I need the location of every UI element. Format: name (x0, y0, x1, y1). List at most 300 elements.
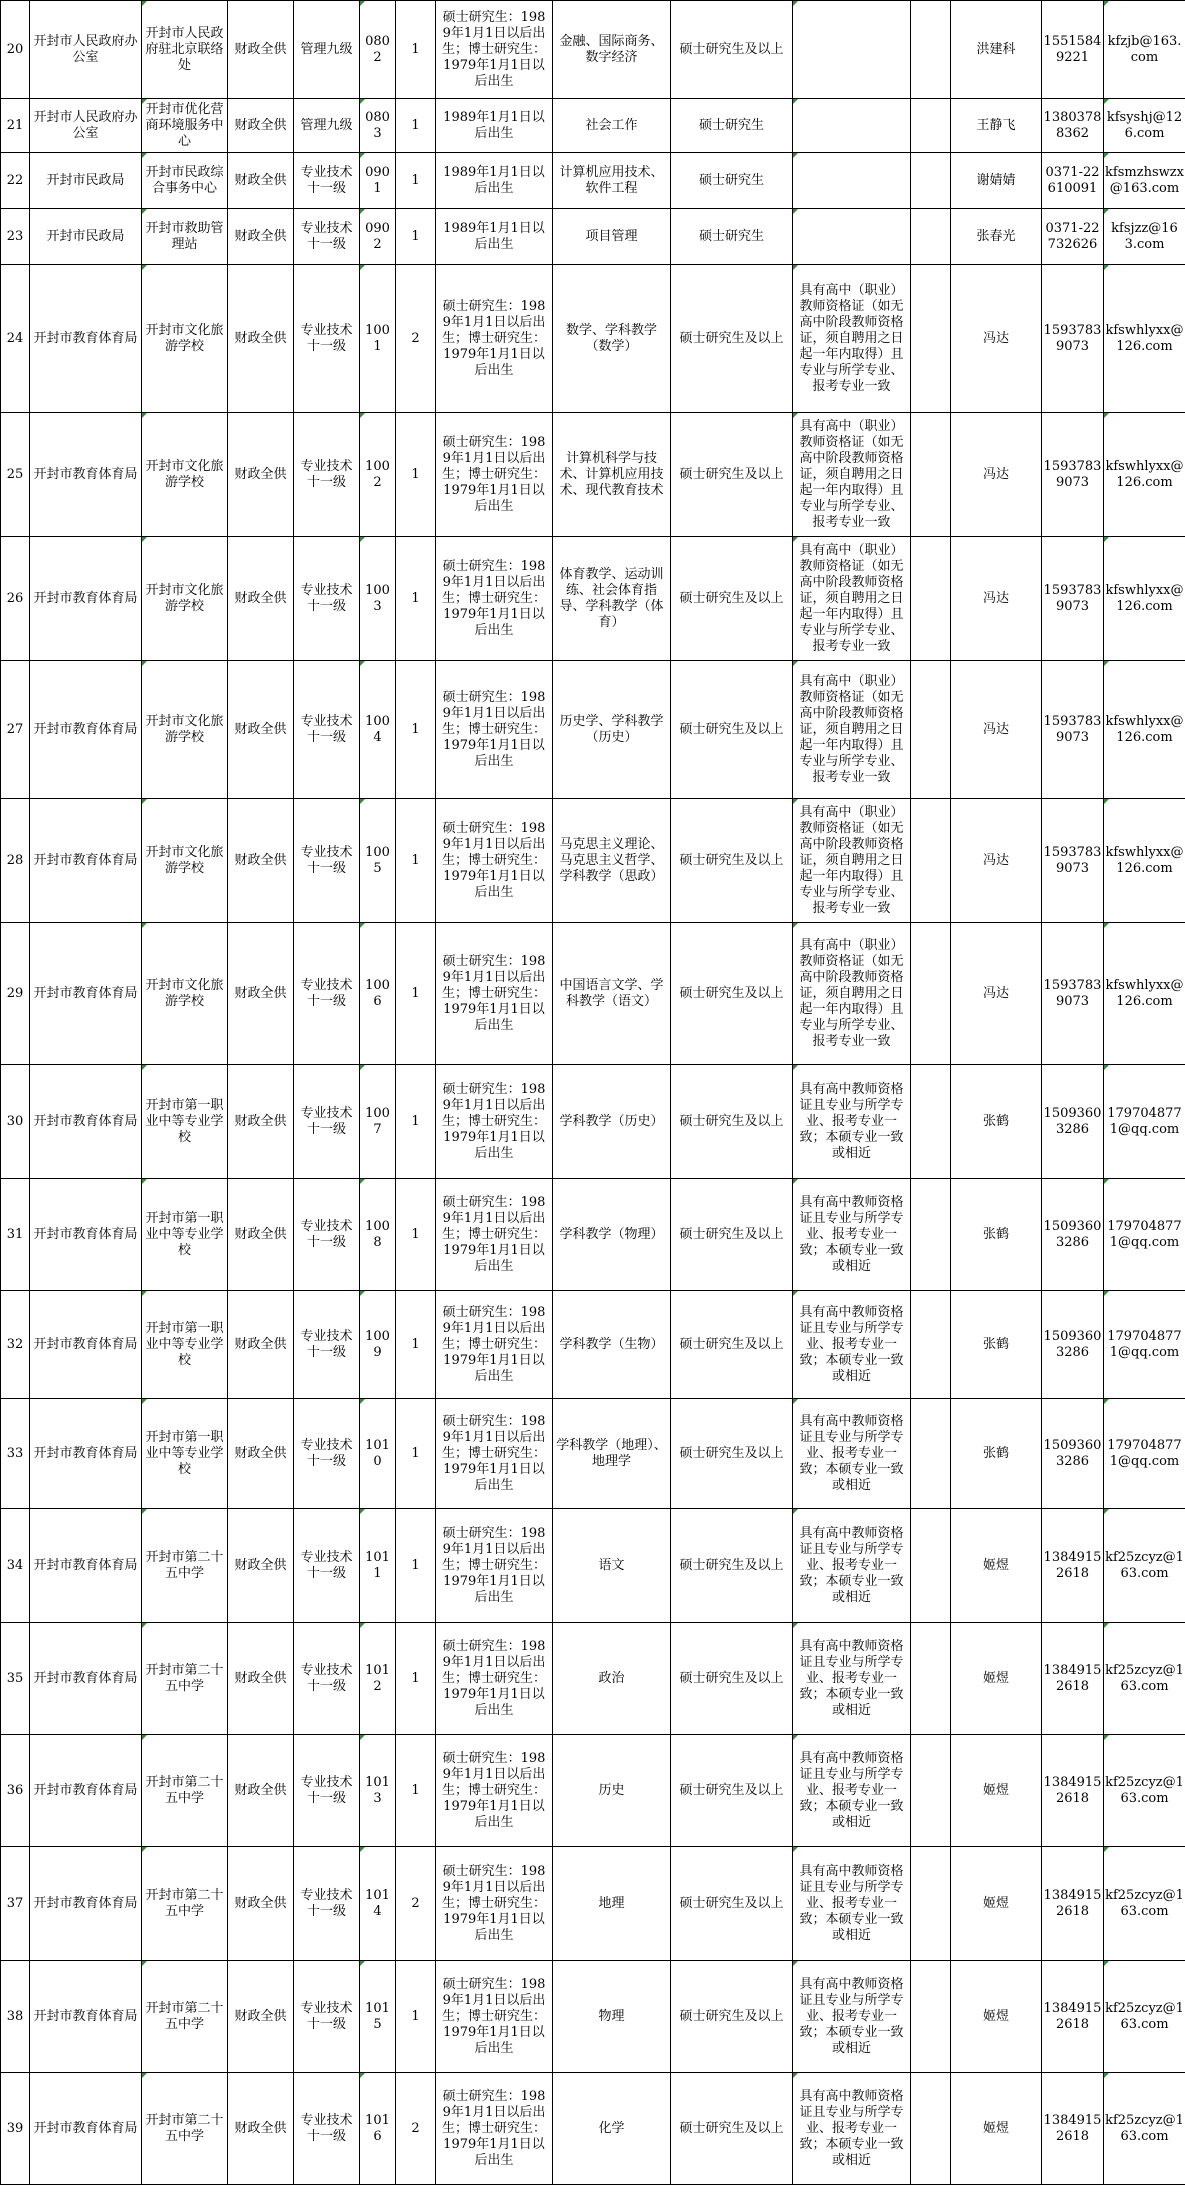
cell-headcount: 1 (396, 1623, 436, 1735)
cell-position-level: 专业技术十一级 (294, 1623, 360, 1735)
cell-age-requirement: 硕士研究生：1989年1月1日以后出生；博士研究生：1979年1月1日以后出生 (436, 661, 553, 799)
cell-unit-name: 开封市文化旅游学校 (142, 265, 228, 413)
cell-contact-person: 张鹤 (951, 1291, 1042, 1399)
cell-position-level: 专业技术十一级 (294, 1961, 360, 2073)
cell-other-requirement (793, 209, 911, 265)
cell-position-code: 0803 (360, 99, 396, 153)
cell-contact-phone: 13849152618 (1042, 1847, 1104, 1961)
cell-major-requirement: 金融、国际商务、数字经济 (553, 1, 671, 99)
cell-contact-person: 姬煜 (951, 1623, 1042, 1735)
cell-funding-type: 财政全供 (228, 661, 294, 799)
cell-unit-name: 开封市文化旅游学校 (142, 799, 228, 923)
cell-unit-name: 开封市第一职业中等专业学校 (142, 1291, 228, 1399)
cell-education-requirement: 硕士研究生及以上 (671, 1065, 793, 1179)
cell-blank (911, 923, 951, 1065)
cell-headcount: 1 (396, 1961, 436, 2073)
cell-contact-person: 张鹤 (951, 1065, 1042, 1179)
cell-contact-email: kf25zcyz@163.com (1104, 1735, 1185, 1847)
cell-blank (911, 799, 951, 923)
cell-contact-email: 1797048771@qq.com (1104, 1065, 1185, 1179)
cell-funding-type: 财政全供 (228, 923, 294, 1065)
cell-major-requirement: 马克思主义理论、马克思主义哲学、学科教学（思政） (553, 799, 671, 923)
cell-funding-type: 财政全供 (228, 1847, 294, 1961)
cell-department: 开封市人民政府办公室 (30, 99, 142, 153)
cell-headcount: 1 (396, 799, 436, 923)
cell-age-requirement: 硕士研究生：1989年1月1日以后出生；博士研究生：1979年1月1日以后出生 (436, 1735, 553, 1847)
cell-blank (911, 1847, 951, 1961)
cell-contact-email: 1797048771@qq.com (1104, 1291, 1185, 1399)
cell-other-requirement: 具有高中教师资格证且专业与所学专业、报考专业一致；本硕专业一致或相近 (793, 1623, 911, 1735)
cell-other-requirement: 具有高中教师资格证且专业与所学专业、报考专业一致；本硕专业一致或相近 (793, 1961, 911, 2073)
cell-funding-type: 财政全供 (228, 1, 294, 99)
cell-blank (911, 1735, 951, 1847)
cell-serial-number: 32 (1, 1291, 30, 1399)
cell-contact-email: kf25zcyz@163.com (1104, 1509, 1185, 1623)
cell-education-requirement: 硕士研究生 (671, 153, 793, 209)
cell-education-requirement: 硕士研究生及以上 (671, 1399, 793, 1509)
cell-position-level: 专业技术十一级 (294, 923, 360, 1065)
cell-blank (911, 2073, 951, 2185)
cell-serial-number: 23 (1, 209, 30, 265)
cell-unit-name: 开封市第二十五中学 (142, 1735, 228, 1847)
cell-unit-name: 开封市第二十五中学 (142, 1961, 228, 2073)
cell-major-requirement: 政治 (553, 1623, 671, 1735)
cell-position-code: 1015 (360, 1961, 396, 2073)
cell-headcount: 2 (396, 1847, 436, 1961)
cell-other-requirement: 具有高中教师资格证且专业与所学专业、报考专业一致；本硕专业一致或相近 (793, 1847, 911, 1961)
cell-contact-phone: 0371-22610091 (1042, 153, 1104, 209)
cell-department: 开封市教育体育局 (30, 2073, 142, 2185)
cell-education-requirement: 硕士研究生 (671, 209, 793, 265)
cell-headcount: 2 (396, 2073, 436, 2185)
cell-blank (911, 153, 951, 209)
cell-contact-person: 冯达 (951, 537, 1042, 661)
cell-position-level: 专业技术十一级 (294, 1291, 360, 1399)
cell-unit-name: 开封市文化旅游学校 (142, 661, 228, 799)
cell-department: 开封市教育体育局 (30, 1509, 142, 1623)
cell-headcount: 1 (396, 99, 436, 153)
cell-major-requirement: 计算机应用技术、软件工程 (553, 153, 671, 209)
cell-contact-email: kfzjb@163.com (1104, 1, 1185, 99)
cell-funding-type: 财政全供 (228, 1961, 294, 2073)
table-row (1, 1179, 1185, 1291)
cell-department: 开封市人民政府办公室 (30, 1, 142, 99)
cell-unit-name: 开封市人民政府驻北京联络处 (142, 1, 228, 99)
cell-department: 开封市教育体育局 (30, 1623, 142, 1735)
cell-blank (911, 1623, 951, 1735)
cell-headcount: 1 (396, 209, 436, 265)
cell-contact-person: 张鹤 (951, 1399, 1042, 1509)
cell-major-requirement: 学科教学（地理）、地理学 (553, 1399, 671, 1509)
cell-contact-person: 姬煜 (951, 1735, 1042, 1847)
cell-department: 开封市教育体育局 (30, 1961, 142, 2073)
cell-age-requirement: 1989年1月1日以后出生 (436, 209, 553, 265)
cell-contact-email: kfswhlyxx@126.com (1104, 799, 1185, 923)
cell-contact-phone: 15937839073 (1042, 265, 1104, 413)
table-row (1, 661, 1185, 799)
cell-blank (911, 413, 951, 537)
table-row (1, 99, 1185, 153)
cell-major-requirement: 地理 (553, 1847, 671, 1961)
cell-contact-phone: 15937839073 (1042, 923, 1104, 1065)
table-row (1, 1291, 1185, 1399)
cell-department: 开封市民政局 (30, 209, 142, 265)
cell-age-requirement: 1989年1月1日以后出生 (436, 99, 553, 153)
cell-position-level: 专业技术十一级 (294, 209, 360, 265)
table-row (1, 1847, 1185, 1961)
cell-contact-person: 张鹤 (951, 1179, 1042, 1291)
cell-education-requirement: 硕士研究生及以上 (671, 537, 793, 661)
cell-education-requirement: 硕士研究生及以上 (671, 661, 793, 799)
cell-funding-type: 财政全供 (228, 413, 294, 537)
table-row (1, 1623, 1185, 1735)
cell-education-requirement: 硕士研究生及以上 (671, 1623, 793, 1735)
cell-unit-name: 开封市文化旅游学校 (142, 537, 228, 661)
cell-education-requirement: 硕士研究生及以上 (671, 1179, 793, 1291)
cell-funding-type: 财政全供 (228, 1623, 294, 1735)
cell-other-requirement: 具有高中教师资格证且专业与所学专业、报考专业一致；本硕专业一致或相近 (793, 1065, 911, 1179)
cell-major-requirement: 历史 (553, 1735, 671, 1847)
cell-unit-name: 开封市第一职业中等专业学校 (142, 1065, 228, 1179)
cell-position-code: 1014 (360, 1847, 396, 1961)
cell-department: 开封市教育体育局 (30, 1179, 142, 1291)
cell-department: 开封市教育体育局 (30, 661, 142, 799)
cell-contact-phone: 15093603286 (1042, 1291, 1104, 1399)
cell-serial-number: 34 (1, 1509, 30, 1623)
cell-position-level: 专业技术十一级 (294, 1735, 360, 1847)
cell-age-requirement: 硕士研究生：1989年1月1日以后出生；博士研究生：1979年1月1日以后出生 (436, 1623, 553, 1735)
cell-contact-phone: 15093603286 (1042, 1065, 1104, 1179)
cell-other-requirement: 具有高中教师资格证且专业与所学专业、报考专业一致；本硕专业一致或相近 (793, 1291, 911, 1399)
cell-blank (911, 1, 951, 99)
table-row (1, 799, 1185, 923)
table-row (1, 153, 1185, 209)
cell-contact-email: kfswhlyxx@126.com (1104, 923, 1185, 1065)
table-row (1, 923, 1185, 1065)
cell-age-requirement: 硕士研究生：1989年1月1日以后出生；博士研究生：1979年1月1日以后出生 (436, 2073, 553, 2185)
cell-headcount: 1 (396, 1, 436, 99)
cell-contact-person: 姬煜 (951, 1961, 1042, 2073)
cell-major-requirement: 历史学、学科教学（历史） (553, 661, 671, 799)
cell-age-requirement: 硕士研究生：1989年1月1日以后出生；博士研究生：1979年1月1日以后出生 (436, 923, 553, 1065)
cell-headcount: 1 (396, 153, 436, 209)
cell-contact-email: kfswhlyxx@126.com (1104, 413, 1185, 537)
cell-contact-email: kf25zcyz@163.com (1104, 1623, 1185, 1735)
cell-position-code: 1004 (360, 661, 396, 799)
cell-serial-number: 22 (1, 153, 30, 209)
cell-headcount: 1 (396, 413, 436, 537)
cell-headcount: 1 (396, 1065, 436, 1179)
cell-blank (911, 1509, 951, 1623)
cell-contact-person: 冯达 (951, 799, 1042, 923)
cell-unit-name: 开封市优化营商环境服务中心 (142, 99, 228, 153)
cell-age-requirement: 硕士研究生：1989年1月1日以后出生；博士研究生：1979年1月1日以后出生 (436, 265, 553, 413)
cell-major-requirement: 计算机科学与技术、计算机应用技术、现代教育技术 (553, 413, 671, 537)
cell-position-code: 1013 (360, 1735, 396, 1847)
cell-blank (911, 1961, 951, 2073)
cell-serial-number: 39 (1, 2073, 30, 2185)
cell-headcount: 1 (396, 661, 436, 799)
cell-contact-phone: 0371-22732626 (1042, 209, 1104, 265)
cell-blank (911, 99, 951, 153)
cell-unit-name: 开封市第二十五中学 (142, 1847, 228, 1961)
cell-department: 开封市教育体育局 (30, 799, 142, 923)
cell-position-level: 专业技术十一级 (294, 1509, 360, 1623)
cell-contact-phone: 15937839073 (1042, 413, 1104, 537)
cell-position-code: 1002 (360, 413, 396, 537)
cell-serial-number: 25 (1, 413, 30, 537)
cell-major-requirement: 体育教学、运动训练、社会体育指导、学科教学（体育） (553, 537, 671, 661)
cell-unit-name: 开封市文化旅游学校 (142, 413, 228, 537)
cell-funding-type: 财政全供 (228, 1399, 294, 1509)
cell-contact-person: 冯达 (951, 661, 1042, 799)
cell-funding-type: 财政全供 (228, 1179, 294, 1291)
cell-other-requirement: 具有高中教师资格证且专业与所学专业、报考专业一致；本硕专业一致或相近 (793, 1179, 911, 1291)
cell-position-level: 管理九级 (294, 1, 360, 99)
cell-major-requirement: 语文 (553, 1509, 671, 1623)
cell-position-code: 1003 (360, 537, 396, 661)
cell-age-requirement: 硕士研究生：1989年1月1日以后出生；博士研究生：1979年1月1日以后出生 (436, 799, 553, 923)
cell-age-requirement: 硕士研究生：1989年1月1日以后出生；博士研究生：1979年1月1日以后出生 (436, 1961, 553, 2073)
cell-position-code: 0802 (360, 1, 396, 99)
cell-unit-name: 开封市救助管理站 (142, 209, 228, 265)
cell-contact-email: kf25zcyz@163.com (1104, 1961, 1185, 2073)
cell-other-requirement: 具有高中教师资格证且专业与所学专业、报考专业一致；本硕专业一致或相近 (793, 1399, 911, 1509)
cell-funding-type: 财政全供 (228, 2073, 294, 2185)
cell-headcount: 1 (396, 1179, 436, 1291)
cell-unit-name: 开封市第一职业中等专业学校 (142, 1399, 228, 1509)
cell-education-requirement: 硕士研究生及以上 (671, 1847, 793, 1961)
cell-position-level: 专业技术十一级 (294, 1065, 360, 1179)
cell-position-code: 1009 (360, 1291, 396, 1399)
cell-major-requirement: 化学 (553, 2073, 671, 2185)
cell-department: 开封市教育体育局 (30, 1065, 142, 1179)
cell-headcount: 1 (396, 1735, 436, 1847)
cell-department: 开封市教育体育局 (30, 1735, 142, 1847)
cell-contact-person: 冯达 (951, 413, 1042, 537)
cell-contact-phone: 13849152618 (1042, 2073, 1104, 2185)
table-row (1, 1065, 1185, 1179)
cell-major-requirement: 中国语言文学、学科教学（语文） (553, 923, 671, 1065)
cell-department: 开封市教育体育局 (30, 265, 142, 413)
cell-blank (911, 537, 951, 661)
cell-position-level: 专业技术十一级 (294, 1179, 360, 1291)
cell-department: 开封市教育体育局 (30, 1291, 142, 1399)
table-row (1, 1735, 1185, 1847)
cell-serial-number: 27 (1, 661, 30, 799)
cell-age-requirement: 硕士研究生：1989年1月1日以后出生；博士研究生：1979年1月1日以后出生 (436, 1065, 553, 1179)
cell-contact-email: kfsyshj@126.com (1104, 99, 1185, 153)
cell-contact-email: kf25zcyz@163.com (1104, 2073, 1185, 2185)
cell-funding-type: 财政全供 (228, 537, 294, 661)
cell-serial-number: 33 (1, 1399, 30, 1509)
cell-funding-type: 财政全供 (228, 799, 294, 923)
cell-serial-number: 21 (1, 99, 30, 153)
cell-other-requirement: 具有高中教师资格证且专业与所学专业、报考专业一致；本硕专业一致或相近 (793, 1509, 911, 1623)
cell-position-code: 0902 (360, 209, 396, 265)
cell-position-code: 1001 (360, 265, 396, 413)
cell-headcount: 1 (396, 923, 436, 1065)
cell-contact-phone: 15937839073 (1042, 799, 1104, 923)
cell-contact-person: 姬煜 (951, 1509, 1042, 1623)
table-body (1, 1, 1185, 2185)
cell-department: 开封市民政局 (30, 153, 142, 209)
cell-contact-email: kfswhlyxx@126.com (1104, 265, 1185, 413)
cell-headcount: 1 (396, 537, 436, 661)
cell-position-level: 专业技术十一级 (294, 265, 360, 413)
cell-funding-type: 财政全供 (228, 153, 294, 209)
cell-education-requirement: 硕士研究生及以上 (671, 1291, 793, 1399)
cell-position-code: 1010 (360, 1399, 396, 1509)
cell-funding-type: 财政全供 (228, 99, 294, 153)
cell-contact-person: 姬煜 (951, 2073, 1042, 2185)
cell-serial-number: 38 (1, 1961, 30, 2073)
cell-contact-email: kfsjzz@163.com (1104, 209, 1185, 265)
cell-blank (911, 661, 951, 799)
cell-major-requirement: 学科教学（生物） (553, 1291, 671, 1399)
cell-other-requirement: 具有高中（职业）教师资格证（如无高中阶段教师资格证，须自聘用之日起一年内取得）且专业与所学专业、报考专业一致 (793, 923, 911, 1065)
cell-education-requirement: 硕士研究生及以上 (671, 265, 793, 413)
cell-age-requirement: 硕士研究生：1989年1月1日以后出生；博士研究生：1979年1月1日以后出生 (436, 1179, 553, 1291)
cell-position-level: 专业技术十一级 (294, 1847, 360, 1961)
cell-department: 开封市教育体育局 (30, 537, 142, 661)
table-row (1, 1509, 1185, 1623)
cell-major-requirement: 学科教学（历史） (553, 1065, 671, 1179)
cell-position-code: 1006 (360, 923, 396, 1065)
cell-education-requirement: 硕士研究生 (671, 99, 793, 153)
cell-headcount: 1 (396, 1399, 436, 1509)
cell-education-requirement: 硕士研究生及以上 (671, 799, 793, 923)
cell-education-requirement: 硕士研究生及以上 (671, 1961, 793, 2073)
cell-position-code: 1008 (360, 1179, 396, 1291)
table-row (1, 537, 1185, 661)
cell-contact-person: 冯达 (951, 265, 1042, 413)
table-row (1, 1399, 1185, 1509)
cell-headcount: 2 (396, 265, 436, 413)
cell-position-code: 1007 (360, 1065, 396, 1179)
cell-age-requirement: 硕士研究生：1989年1月1日以后出生；博士研究生：1979年1月1日以后出生 (436, 1847, 553, 1961)
cell-contact-person: 谢婧婧 (951, 153, 1042, 209)
cell-department: 开封市教育体育局 (30, 413, 142, 537)
cell-serial-number: 28 (1, 799, 30, 923)
cell-age-requirement: 硕士研究生：1989年1月1日以后出生；博士研究生：1979年1月1日以后出生 (436, 1509, 553, 1623)
cell-contact-phone: 15093603286 (1042, 1399, 1104, 1509)
cell-other-requirement: 具有高中（职业）教师资格证（如无高中阶段教师资格证，须自聘用之日起一年内取得）且专业与所学专业、报考专业一致 (793, 537, 911, 661)
cell-position-level: 专业技术十一级 (294, 661, 360, 799)
cell-other-requirement: 具有高中（职业）教师资格证（如无高中阶段教师资格证，须自聘用之日起一年内取得）且专业与所学专业、报考专业一致 (793, 661, 911, 799)
cell-position-level: 专业技术十一级 (294, 537, 360, 661)
cell-age-requirement: 硕士研究生：1989年1月1日以后出生；博士研究生：1979年1月1日以后出生 (436, 1399, 553, 1509)
cell-education-requirement: 硕士研究生及以上 (671, 1509, 793, 1623)
cell-age-requirement: 硕士研究生：1989年1月1日以后出生；博士研究生：1979年1月1日以后出生 (436, 1, 553, 99)
cell-position-level: 管理九级 (294, 99, 360, 153)
cell-contact-phone: 15937839073 (1042, 537, 1104, 661)
cell-major-requirement: 数学、学科教学（数学） (553, 265, 671, 413)
cell-contact-email: 1797048771@qq.com (1104, 1399, 1185, 1509)
cell-serial-number: 36 (1, 1735, 30, 1847)
cell-funding-type: 财政全供 (228, 1291, 294, 1399)
cell-contact-email: kf25zcyz@163.com (1104, 1847, 1185, 1961)
cell-contact-email: kfsmzhswzx@163.com (1104, 153, 1185, 209)
cell-contact-person: 姬煜 (951, 1847, 1042, 1961)
cell-contact-phone: 15515849221 (1042, 1, 1104, 99)
cell-position-level: 专业技术十一级 (294, 1399, 360, 1509)
cell-blank (911, 265, 951, 413)
cell-other-requirement: 具有高中教师资格证且专业与所学专业、报考专业一致；本硕专业一致或相近 (793, 2073, 911, 2185)
cell-other-requirement (793, 99, 911, 153)
cell-education-requirement: 硕士研究生及以上 (671, 1735, 793, 1847)
cell-contact-person: 张春光 (951, 209, 1042, 265)
cell-funding-type: 财政全供 (228, 265, 294, 413)
cell-major-requirement: 项目管理 (553, 209, 671, 265)
cell-position-level: 专业技术十一级 (294, 799, 360, 923)
cell-funding-type: 财政全供 (228, 1065, 294, 1179)
cell-major-requirement: 物理 (553, 1961, 671, 2073)
table-row (1, 265, 1185, 413)
cell-blank (911, 1065, 951, 1179)
cell-other-requirement (793, 153, 911, 209)
cell-contact-phone: 13849152618 (1042, 1623, 1104, 1735)
cell-contact-phone: 13803788362 (1042, 99, 1104, 153)
table-row (1, 1961, 1185, 2073)
cell-other-requirement: 具有高中（职业）教师资格证（如无高中阶段教师资格证，须自聘用之日起一年内取得）且专业与所学专业、报考专业一致 (793, 265, 911, 413)
cell-other-requirement: 具有高中（职业）教师资格证（如无高中阶段教师资格证，须自聘用之日起一年内取得）且专业与所学专业、报考专业一致 (793, 799, 911, 923)
cell-position-level: 专业技术十一级 (294, 413, 360, 537)
cell-education-requirement: 硕士研究生及以上 (671, 413, 793, 537)
cell-education-requirement: 硕士研究生及以上 (671, 1, 793, 99)
cell-headcount: 1 (396, 1509, 436, 1623)
cell-department: 开封市教育体育局 (30, 1399, 142, 1509)
cell-contact-phone: 13849152618 (1042, 1735, 1104, 1847)
cell-age-requirement: 1989年1月1日以后出生 (436, 153, 553, 209)
cell-other-requirement: 具有高中教师资格证且专业与所学专业、报考专业一致；本硕专业一致或相近 (793, 1735, 911, 1847)
cell-position-code: 1011 (360, 1509, 396, 1623)
cell-serial-number: 20 (1, 1, 30, 99)
cell-position-code: 1016 (360, 2073, 396, 2185)
cell-education-requirement: 硕士研究生及以上 (671, 923, 793, 1065)
cell-unit-name: 开封市第一职业中等专业学校 (142, 1179, 228, 1291)
cell-serial-number: 30 (1, 1065, 30, 1179)
cell-contact-email: kfswhlyxx@126.com (1104, 661, 1185, 799)
cell-funding-type: 财政全供 (228, 1735, 294, 1847)
table-row (1, 209, 1185, 265)
table-row (1, 2073, 1185, 2185)
cell-unit-name: 开封市民政综合事务中心 (142, 153, 228, 209)
cell-contact-phone: 15937839073 (1042, 661, 1104, 799)
cell-contact-person: 冯达 (951, 923, 1042, 1065)
table-row (1, 413, 1185, 537)
cell-other-requirement: 具有高中（职业）教师资格证（如无高中阶段教师资格证，须自聘用之日起一年内取得）且专业与所学专业、报考专业一致 (793, 413, 911, 537)
cell-serial-number: 31 (1, 1179, 30, 1291)
cell-contact-email: 1797048771@qq.com (1104, 1179, 1185, 1291)
cell-unit-name: 开封市第二十五中学 (142, 1509, 228, 1623)
cell-other-requirement (793, 1, 911, 99)
cell-major-requirement: 社会工作 (553, 99, 671, 153)
cell-department: 开封市教育体育局 (30, 923, 142, 1065)
cell-contact-phone: 13849152618 (1042, 1961, 1104, 2073)
cell-serial-number: 24 (1, 265, 30, 413)
cell-serial-number: 35 (1, 1623, 30, 1735)
cell-blank (911, 1399, 951, 1509)
cell-position-code: 1005 (360, 799, 396, 923)
cell-department: 开封市教育体育局 (30, 1847, 142, 1961)
cell-contact-phone: 15093603286 (1042, 1179, 1104, 1291)
cell-position-level: 专业技术十一级 (294, 153, 360, 209)
cell-headcount: 1 (396, 1291, 436, 1399)
cell-unit-name: 开封市第二十五中学 (142, 1623, 228, 1735)
cell-contact-phone: 13849152618 (1042, 1509, 1104, 1623)
cell-position-code: 1012 (360, 1623, 396, 1735)
